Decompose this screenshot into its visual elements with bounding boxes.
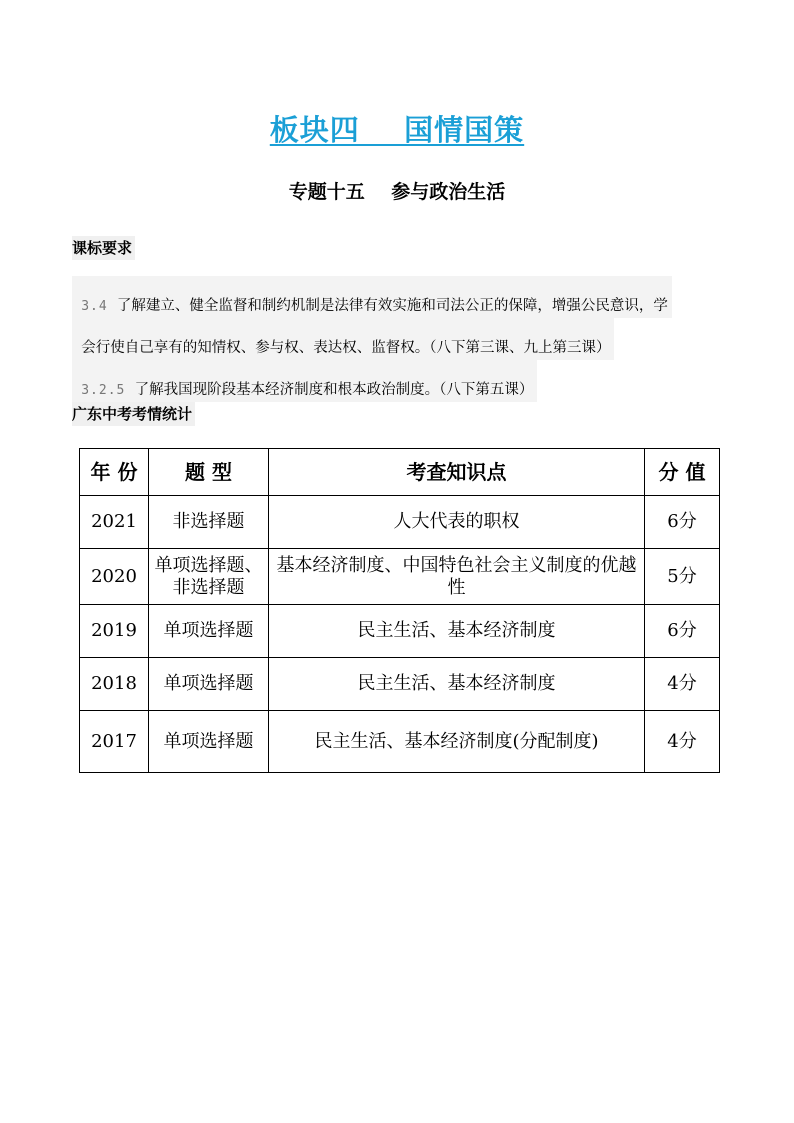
column-header-year: 年 份 bbox=[80, 449, 149, 496]
curriculum-heading: 课标要求 bbox=[72, 236, 135, 260]
cell-point: 民主生活、基本经济制度 bbox=[269, 658, 645, 711]
cell-year: 2019 bbox=[80, 605, 149, 658]
curriculum-item-code: 3.2.5 bbox=[81, 383, 126, 398]
cell-point: 民主生活、基本经济制度(分配制度) bbox=[269, 711, 645, 773]
curriculum-item-text: 会行使自己享有的知情权、参与权、表达权、监督权。（八下第三课、九上第三课） bbox=[81, 340, 611, 356]
curriculum-item-text: 了解建立、健全监督和制约机制是法律有效实施和司法公正的保障，增强公民意识，学 bbox=[107, 298, 668, 314]
table-header-row bbox=[80, 449, 720, 496]
cell-score: 5分 bbox=[645, 549, 720, 605]
curriculum-item bbox=[72, 276, 672, 318]
cell-score: 6分 bbox=[645, 605, 720, 658]
exam-stats-table bbox=[79, 448, 720, 773]
column-header-type: 题 型 bbox=[149, 449, 269, 496]
table-row bbox=[80, 711, 720, 773]
table-row bbox=[80, 496, 720, 549]
cell-score: 4分 bbox=[645, 711, 720, 773]
table-row bbox=[80, 658, 720, 711]
cell-type: 非选择题 bbox=[149, 496, 269, 549]
cell-score: 6分 bbox=[645, 496, 720, 549]
cell-year: 2017 bbox=[80, 711, 149, 773]
cell-year: 2020 bbox=[80, 549, 149, 605]
cell-year: 2018 bbox=[80, 658, 149, 711]
main-title: 板块四 国情国策 bbox=[269, 113, 525, 147]
cell-score: 4分 bbox=[645, 658, 720, 711]
cell-point: 基本经济制度、中国特色社会主义制度的优越性 bbox=[269, 549, 645, 605]
cell-point: 民主生活、基本经济制度 bbox=[269, 605, 645, 658]
stats-heading: 广东中考考情统计 bbox=[72, 402, 195, 426]
sub-title: 专题十五 参与政治生活 bbox=[288, 181, 506, 203]
cell-point: 人大代表的职权 bbox=[269, 496, 645, 549]
column-header-score: 分 值 bbox=[645, 449, 720, 496]
cell-type: 单项选择题、非选择题 bbox=[149, 549, 269, 605]
cell-type: 单项选择题 bbox=[149, 711, 269, 773]
cell-type: 单项选择题 bbox=[149, 658, 269, 711]
cell-type: 单项选择题 bbox=[149, 605, 269, 658]
cell-year: 2021 bbox=[80, 496, 149, 549]
column-header-point: 考查知识点 bbox=[269, 449, 645, 496]
curriculum-item bbox=[72, 360, 537, 402]
table-row bbox=[80, 549, 720, 605]
curriculum-item bbox=[72, 318, 614, 360]
curriculum-item-text: 了解我国现阶段基本经济制度和根本政治制度。（八下第五课） bbox=[125, 382, 534, 398]
table-row bbox=[80, 605, 720, 658]
curriculum-item-code: 3.4 bbox=[81, 299, 108, 314]
